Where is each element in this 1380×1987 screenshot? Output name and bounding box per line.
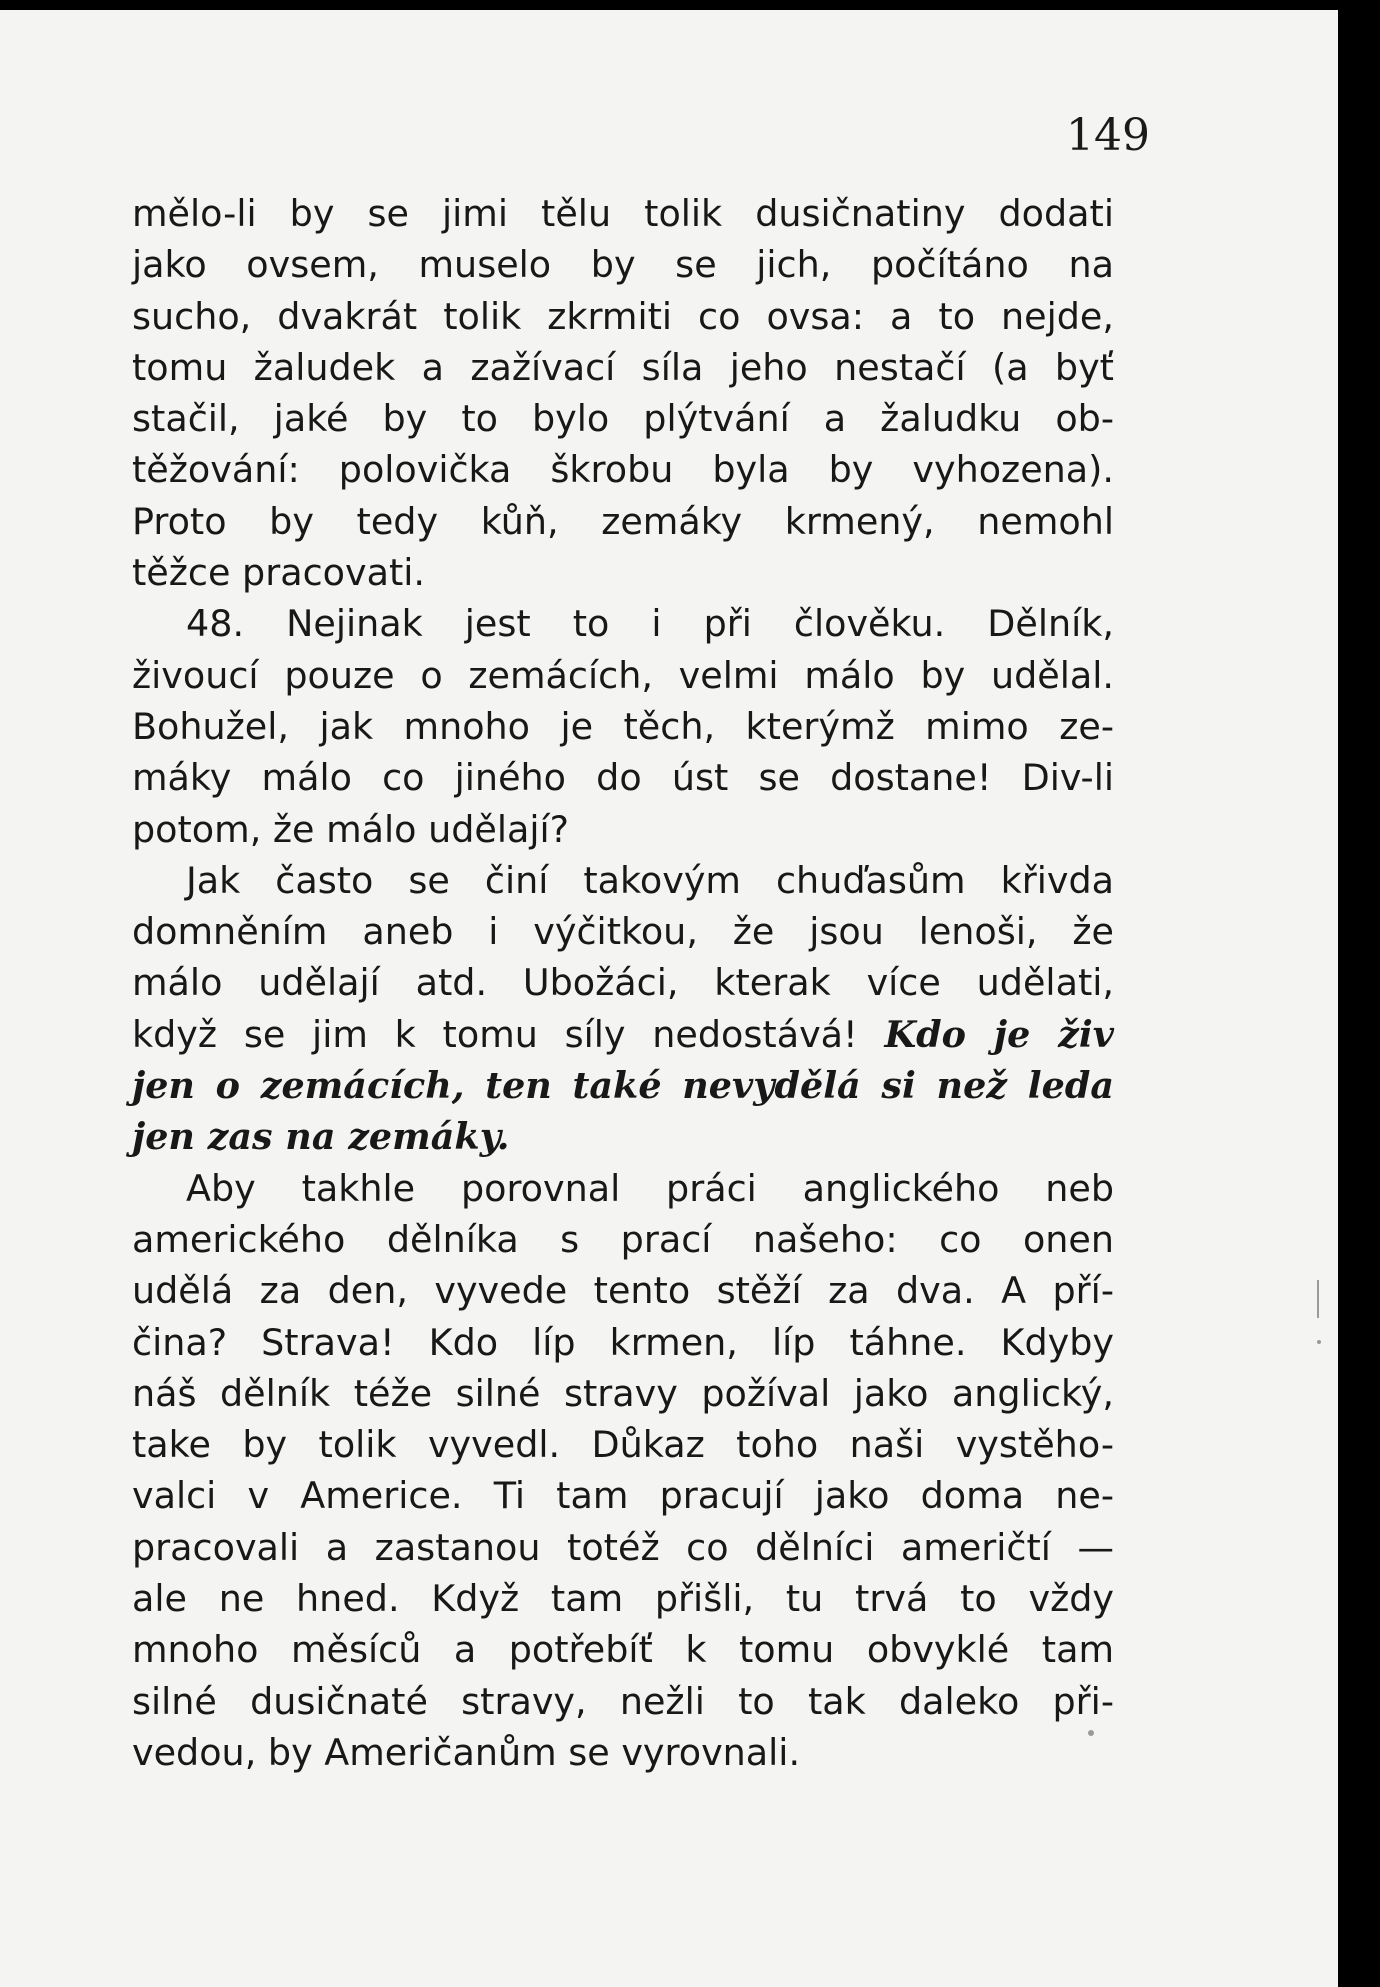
margin-mark [1088,1730,1094,1736]
text-line: málo udělají atd. Ubožáci, kterak více udělati, [132,961,1114,1005]
text-line: 48. Nejinak jest to i při člověku. Dělník, [186,602,1114,646]
text-line: tomu žaludek a zažívací síla jeho nestačí (a byť [132,345,1114,389]
text-line: máky málo co jiného do úst se dostane! Div-li [132,756,1114,800]
text-line: čina? Strava! Kdo líp krmen, líp táhne. Kdyby [132,1320,1114,1364]
scan-border [1338,0,1380,1987]
book-page [0,10,1340,1987]
text-line: ale ne hned. Když tam přišli, tu trvá to vždy [132,1577,1114,1621]
text-line: těžce pracovati. [132,551,426,595]
text-line: náš dělník téže silné stravy požíval jako anglický, [132,1371,1114,1415]
text-line: potom, že málo udělají? [132,807,570,851]
italic-span: Kdo je živ [884,1012,1114,1056]
text-line: jen zas na zemáky. [132,1115,510,1159]
text-line [132,1009,1114,1060]
text-line: udělá za den, vyvede tento stěží za dva. A pří- [132,1269,1114,1313]
text-line: Aby takhle porovnal práci anglického neb [186,1166,1114,1210]
text-line: jako ovsem, muselo by se jich, počítáno na [132,243,1114,287]
text-line: Proto by tedy kůň, zemáky krmený, nemohl [132,499,1114,543]
text-line: pracovali a zastanou totéž co dělníci američtí — [132,1525,1114,1569]
text-line: Bohužel, jak mnoho je těch, kterýmž mimo ze- [132,704,1114,748]
text-line: mnoho měsíců a potřebíť k tomu obvyklé tam [132,1628,1114,1672]
text-line: živoucí pouze o zemácích, velmi málo by udělal. [132,653,1114,697]
body-text [132,188,1114,1778]
text-span: když se jim k tomu síly nedostává! [132,1012,885,1056]
text-line: mělo-li by se jimi tělu tolik dusičnatiny dodati [132,192,1114,235]
margin-mark [1317,1340,1321,1344]
text-line: sucho, dvakrát tolik zkrmiti co ovsa: a to nejde, [132,294,1114,338]
page-number: 149 [1066,110,1150,161]
text-line: amerického dělníka s prací našeho: co onen [132,1217,1114,1261]
text-line: těžování: polovička škrobu byla by vyhozena). [132,448,1114,492]
text-line: stačil, jaké by to bylo plýtvání a žaludku ob- [132,397,1114,441]
text-line: valci v Americe. Ti tam pracují jako doma ne- [132,1474,1114,1518]
text-line: silné dusičnaté stravy, nežli to tak daleko při- [132,1679,1114,1723]
text-line: jen o zemácích, ten také nevydělá si než leda [132,1064,1114,1108]
text-line: domněním aneb i výčitkou, že jsou lenoši, že [132,910,1114,954]
margin-mark [1317,1280,1319,1318]
text-line: Jak často se činí takovým chuďasům křivda [186,858,1114,902]
text-line: vedou, by Američanům se vyrovnali. [132,1730,801,1774]
text-line: take by tolik vyvedl. Důkaz toho naši vystěho- [132,1423,1114,1467]
